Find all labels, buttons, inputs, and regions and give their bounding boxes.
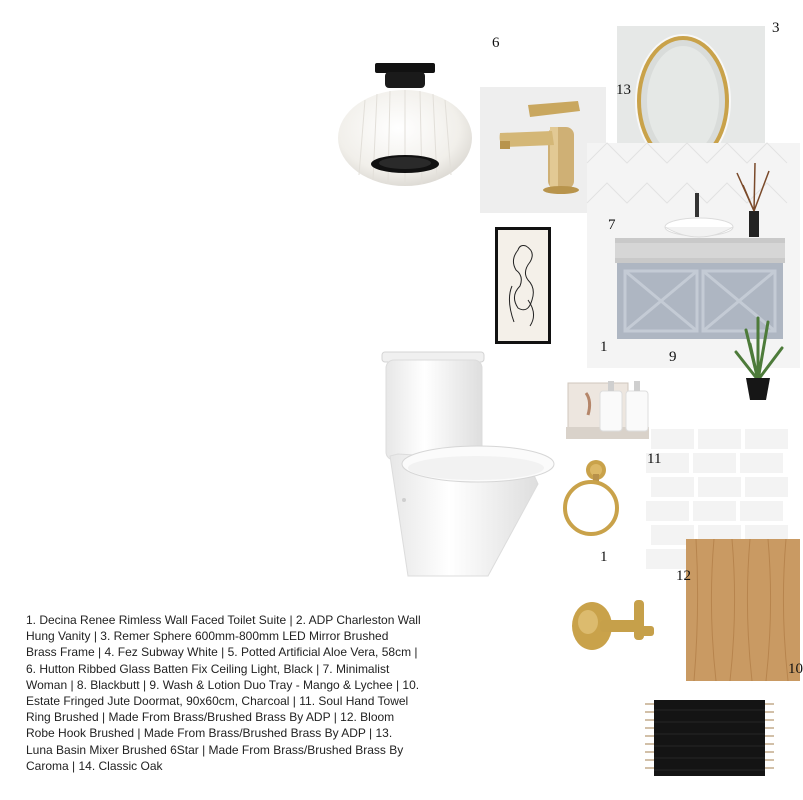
label-number-7: 7 <box>608 217 616 233</box>
label-number-10: 10 <box>788 661 803 677</box>
product-list-caption: 1. Decina Renee Rimless Wall Faced Toilet Suite | 2. ADP Charleston Wall Hung Vanity | 3. Remer Sphere 600mm-800mm LED Mirror Brushed Brass Frame | 4. Fez Subway White | 5. Potted Artificial Aloe Vera, 58cm | 6. Hutton Ribbed Glass Batten Fix Ceiling Light, Black | 7. Minimalist Woman | 8. Blackbutt | 9. Wash & Lotion Duo Tray - Mango & Lychee | 10. Estate Fringed Jute Doormat, 90x60cm, Charcoal | 11. Soul Hand Towel Ring Brushed | Made From Brass/Brushed Brass By ADP | 12. Bloom Robe Hook Brushed | Made From Brass/Brushed Brass By ADP | 13. Luna Basin Mixer Brushed 6Star | Made From Brass/Brushed Brass By Caroma | 14. Classic Oak <box>26 613 421 773</box>
classic-oak-image <box>686 539 800 681</box>
towel-ring-image <box>560 456 622 548</box>
label-number-1-ring: 1 <box>600 549 608 565</box>
toilet-suite-image <box>378 350 556 582</box>
ceiling-light-image <box>335 60 475 188</box>
label-number-12: 12 <box>676 568 691 584</box>
robe-hook-image <box>570 596 662 656</box>
label-number-9: 9 <box>669 349 677 365</box>
label-number-6: 6 <box>492 35 500 51</box>
label-number-13: 13 <box>616 82 631 98</box>
minimalist-woman-art-image <box>495 227 551 344</box>
label-number-3: 3 <box>772 20 780 36</box>
jute-doormat-image <box>641 698 778 780</box>
label-number-11: 11 <box>647 451 662 467</box>
potted-aloe-image <box>728 310 788 402</box>
label-number-1: 1 <box>600 339 608 355</box>
